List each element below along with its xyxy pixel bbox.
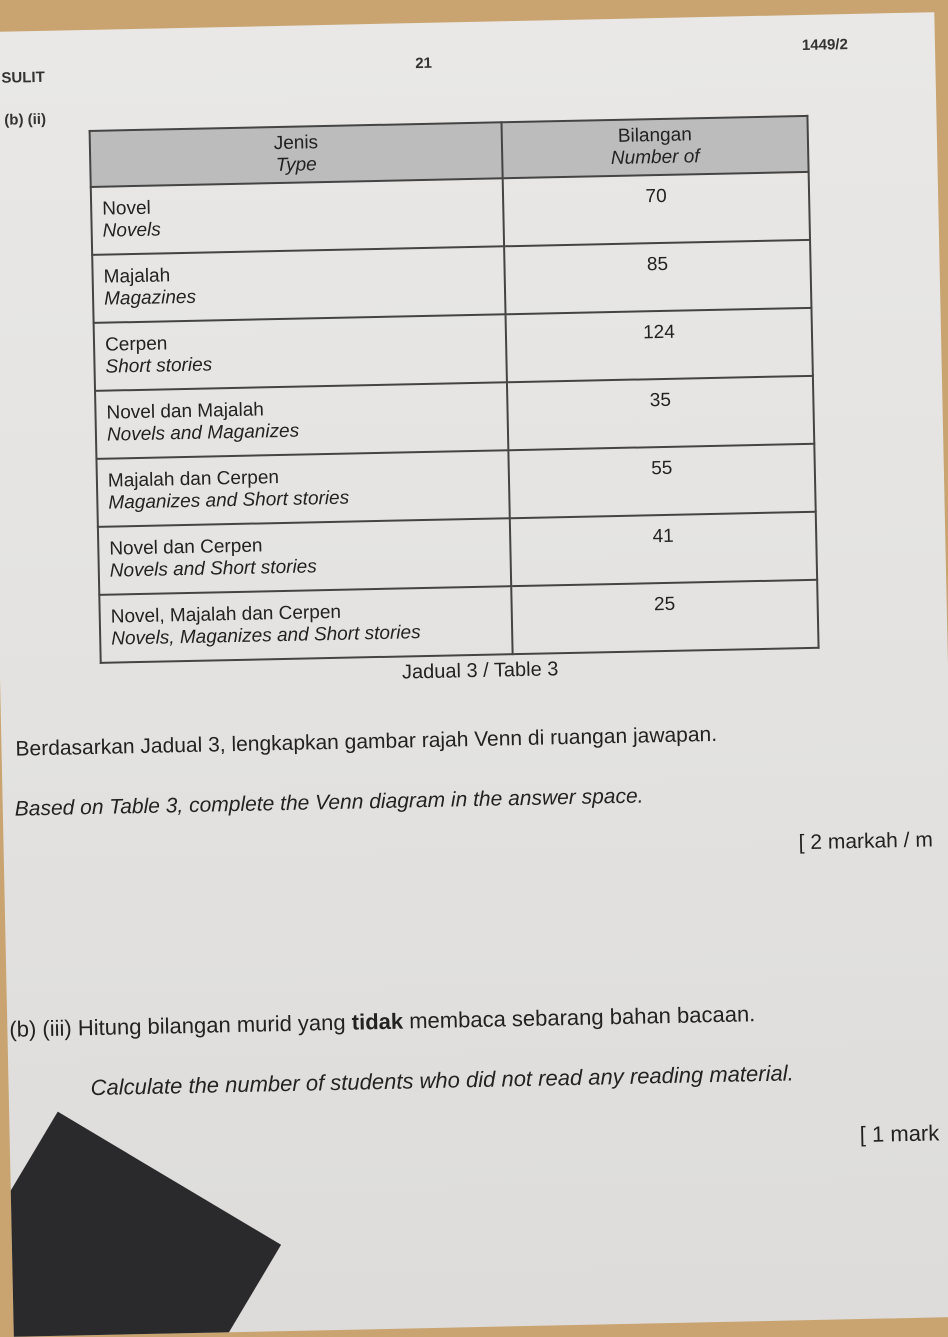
count-cell: 35 (507, 376, 814, 450)
table-row (99, 580, 818, 663)
header-sulit: SULIT (1, 68, 45, 87)
reading-table (89, 115, 820, 664)
question-english-b-iii: Calculate the number of students who did not read any reading material. (90, 1060, 794, 1101)
type-english: Novels, Maganizes and Short stories (111, 622, 421, 650)
dark-shadow-corner (0, 1112, 281, 1337)
count-cell: 55 (508, 444, 815, 518)
marks-b-iii: [ 1 mark (859, 1120, 940, 1148)
instruction-malay: Berdasarkan Jadual 3, lengkapkan gambar rajah Venn di ruangan jawapan. (15, 722, 718, 761)
paper-code: 1449/2 (801, 36, 849, 54)
count-cell: 70 (503, 172, 810, 246)
type-english: Novels and Short stories (109, 556, 317, 582)
type-malay: Novel (102, 197, 152, 220)
type-malay: Cerpen (104, 333, 168, 356)
type-malay: Majalah (103, 265, 171, 288)
question-b-iii (9, 1001, 755, 1043)
question-label-b-ii: (b) (ii) (4, 110, 47, 129)
question-malay-post: membaca sebarang bahan bacaan. (408, 1001, 756, 1034)
instruction-english: Based on Table 3, complete the Venn diagram in the answer space. (14, 784, 644, 821)
type-english: Short stories (105, 354, 213, 378)
type-english: Magazines (103, 286, 197, 310)
question-malay-bold: tidak (351, 1008, 404, 1035)
type-english: Maganizes and Short stories (108, 487, 350, 514)
type-malay: Novel dan Majalah (106, 399, 265, 424)
question-malay-pre: Hitung bilangan murid yang (77, 1009, 346, 1041)
col-count-english: Number of (610, 146, 700, 170)
type-cell (91, 178, 504, 255)
exam-page (0, 12, 948, 1337)
type-english: Novels (102, 219, 161, 242)
table-caption: Jadual 3 / Table 3 (401, 658, 559, 684)
marks-b-ii: [ 2 markah / m (798, 828, 934, 855)
col-count-malay: Bilangan (617, 124, 692, 147)
count-cell: 25 (511, 580, 818, 654)
type-cell (92, 246, 505, 323)
count-cell: 124 (506, 308, 813, 382)
col-type-header (90, 122, 503, 187)
type-english: Novels and Maganizes (106, 420, 300, 446)
count-cell: 41 (510, 512, 817, 586)
type-malay: Novel, Majalah dan Cerpen (110, 601, 342, 628)
type-cell (95, 382, 508, 459)
type-cell (98, 518, 511, 595)
type-malay: Majalah dan Cerpen (107, 467, 280, 492)
count-cell: 85 (504, 240, 811, 314)
question-label-b-iii: (b) (iii) (9, 1015, 72, 1042)
type-cell (99, 586, 512, 663)
col-type-malay: Jenis (273, 132, 319, 155)
type-cell (94, 314, 507, 391)
col-count-header (501, 116, 808, 178)
col-type-english: Type (275, 154, 317, 177)
type-malay: Novel dan Cerpen (109, 535, 263, 560)
page-number: 21 (415, 54, 433, 73)
type-cell (96, 450, 509, 527)
